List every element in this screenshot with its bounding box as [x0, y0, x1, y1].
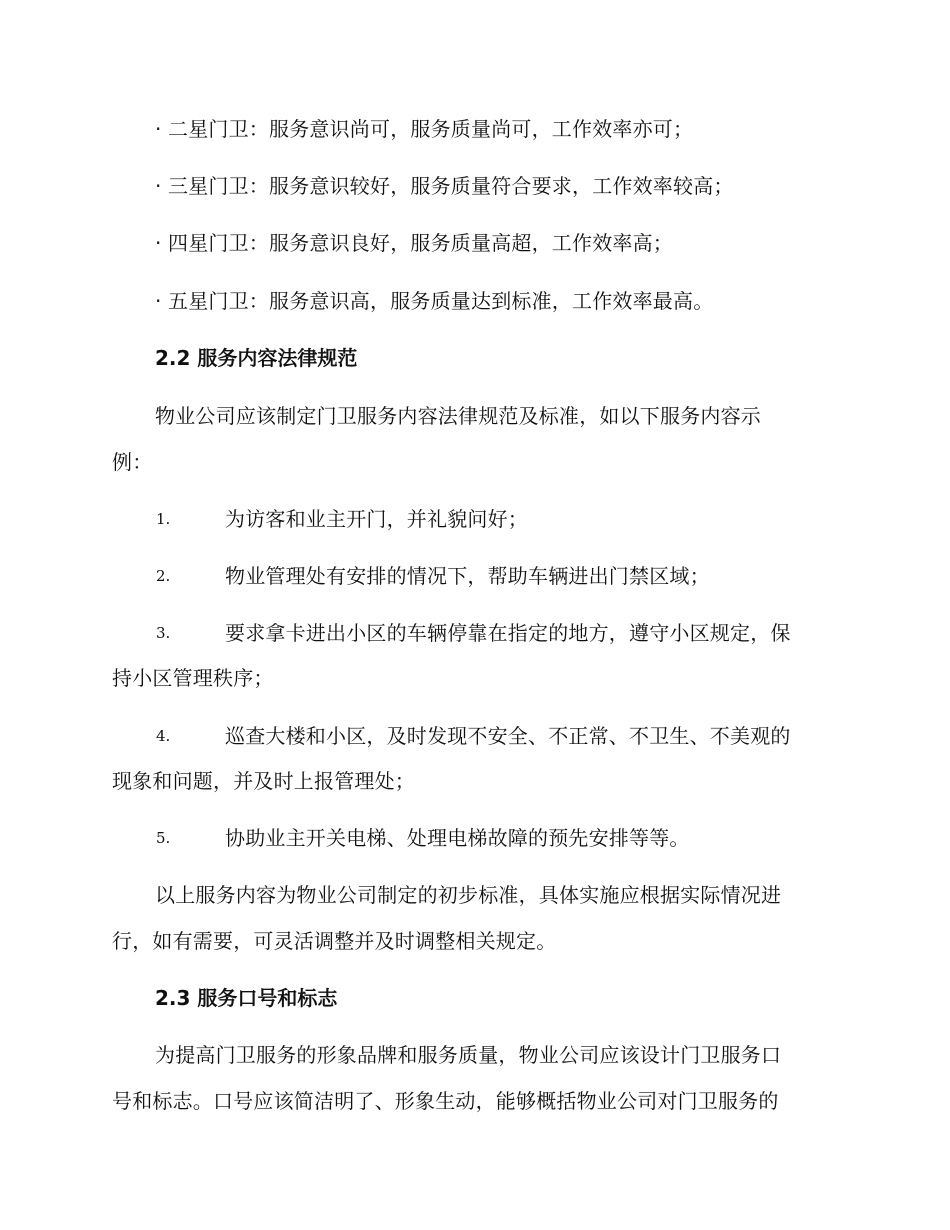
list-item-continuation: 现象和问题，并及时上报管理处； — [112, 769, 415, 793]
paragraph-line: 以上服务内容为物业公司制定的初步标准，具体实施应根据实际情况进 — [155, 883, 782, 907]
bullet-marker: · — [155, 174, 162, 198]
paragraph-line: 为提高门卫服务的形象品牌和服务质量，物业公司应该设计门卫服务口 — [155, 1043, 782, 1067]
list-item: 协助业主开关电梯、处理电梯故障的预先安排等等。 — [225, 826, 690, 850]
rating-item-three-star: 三星门卫：服务意识较好，服务质量符合要求，工作效率较高； — [168, 174, 734, 198]
rating-item-four-star: 四星门卫：服务意识良好，服务质量高超，工作效率高； — [168, 231, 673, 255]
paragraph-line: 物业公司应该制定门卫服务内容法律规范及标准，如以下服务内容示 — [155, 404, 761, 428]
bullet-marker: · — [155, 117, 162, 141]
list-number: 5. — [156, 829, 171, 847]
paragraph-line: 例： — [112, 450, 153, 474]
list-number: 4. — [156, 727, 171, 745]
paragraph-line: 行，如有需要，可灵活调整并及时调整相关规定。 — [112, 929, 557, 953]
section-heading-2-3: 2.3 服务口号和标志 — [155, 986, 338, 1010]
rating-item-five-star: 五星门卫：服务意识高，服务质量达到标准，工作效率最高。 — [168, 289, 714, 313]
rating-item-two-star: 二星门卫：服务意识尚可，服务质量尚可，工作效率亦可； — [168, 117, 694, 141]
bullet-marker: · — [155, 289, 162, 313]
list-item-continuation: 持小区管理秩序； — [112, 666, 274, 690]
list-number: 3. — [156, 624, 171, 642]
list-item: 为访客和业主开门，并礼貌问好； — [225, 507, 528, 531]
list-number: 1. — [156, 510, 171, 528]
list-number: 2. — [156, 567, 171, 585]
list-item: 要求拿卡进出小区的车辆停靠在指定的地方，遵守小区规定，保 — [225, 621, 791, 645]
section-heading-2-2: 2.2 服务内容法律规范 — [155, 346, 358, 370]
bullet-marker: · — [155, 231, 162, 255]
paragraph-line: 号和标志。口号应该简洁明了、形象生动，能够概括物业公司对门卫服务的 — [112, 1089, 779, 1113]
list-item: 巡查大楼和小区，及时发现不安全、不正常、不卫生、不美观的 — [225, 724, 791, 748]
list-item: 物业管理处有安排的情况下，帮助车辆进出门禁区域； — [225, 564, 710, 588]
